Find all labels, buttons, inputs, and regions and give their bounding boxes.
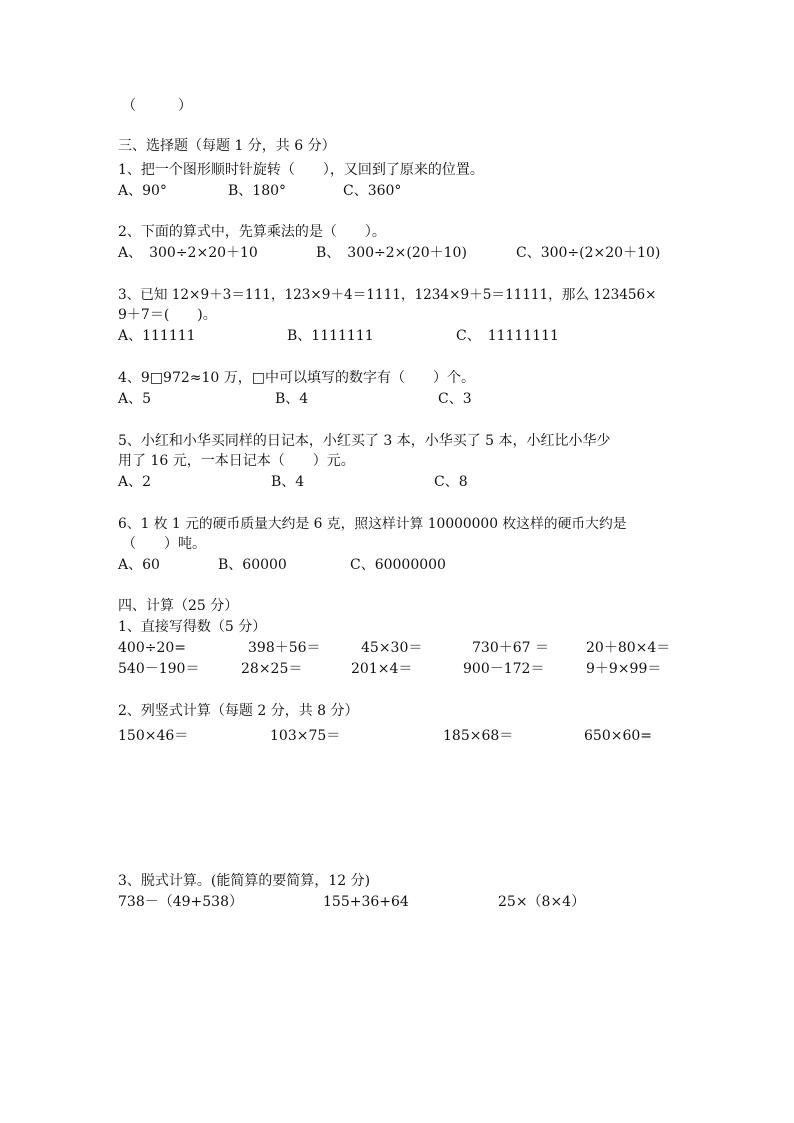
q5-option-b: B、4: [271, 474, 305, 490]
mental-calc-item: 20＋80×4＝: [586, 640, 671, 656]
q5-option-c: C、8: [434, 474, 468, 490]
q5-option-a: A、2: [118, 474, 152, 490]
stepwise-calc-item: 25×（8×4）: [498, 894, 586, 910]
mental-calc-item: 730＋67 ＝: [472, 640, 549, 656]
q5-line2: 用了 16 元，一本日记本（ ）元。: [118, 453, 355, 469]
q3-option-a: A、111111: [118, 328, 196, 344]
q3-line1: 3、已知 12×9＋3＝111，123×9＋4＝1111，1234×9＋5＝11111，那么 123456×: [118, 287, 657, 303]
top-blank: （ ）: [122, 98, 192, 114]
stepwise-calc-item: 738－（49+538）: [118, 894, 243, 910]
section3-title: 三、选择题（每题 1 分，共 6 分）: [118, 138, 336, 154]
vertical-calc-item: 150×46＝: [118, 728, 189, 744]
q6-option-b: B、60000: [218, 557, 287, 573]
q3-option-c: C、 11111111: [456, 328, 559, 344]
q6-option-a: A、60: [118, 557, 160, 573]
mental-calc-item: 540－190＝: [118, 661, 200, 677]
q6-line1: 6、1 枚 1 元的硬币质量大约是 6 克，照这样计算 10000000 枚这样的硬币大约是: [118, 516, 627, 532]
part3-title: 3、脱式计算。(能简算的要简算，12 分): [118, 873, 371, 889]
mental-calc-item: 28×25＝: [241, 661, 303, 677]
q2-option-b: B、 300÷2×(20＋10): [316, 245, 467, 261]
q2-option-c: C、300÷(2×20＋10): [516, 245, 661, 261]
q4-option-a: A、5: [118, 391, 152, 407]
mental-calc-item: 45×30＝: [361, 640, 423, 656]
mental-calc-item: 9＋9×99＝: [586, 661, 662, 677]
vertical-calc-item: 650×60=: [584, 728, 652, 744]
vertical-calc-item: 185×68＝: [443, 728, 514, 744]
mental-calc-item: 398＋56＝: [248, 640, 321, 656]
stepwise-calc-item: 155+36+64: [323, 894, 409, 910]
q4-text: 4、9□972≈10 万，□中可以填写的数字有（ ）个。: [118, 370, 475, 386]
q1-option-a: A、90°: [118, 183, 167, 199]
q1-option-c: C、360°: [343, 183, 402, 199]
q2-text: 2、下面的算式中，先算乘法的是（ ）。: [118, 224, 386, 240]
mental-calc-item: 900－172＝: [463, 661, 545, 677]
q1-option-b: B、180°: [228, 183, 287, 199]
q3-option-b: B、1111111: [287, 328, 374, 344]
mental-calc-item: 201×4＝: [351, 661, 413, 677]
part2-title: 2、列竖式计算（每题 2 分，共 8 分）: [118, 703, 359, 719]
q3-line2: 9＋7＝( )。: [118, 307, 217, 323]
q5-line1: 5、小红和小华买同样的日记本，小红买了 3 本，小华买了 5 本，小红比小华少: [118, 433, 611, 449]
q4-option-c: C、3: [438, 391, 472, 407]
q4-option-b: B、4: [275, 391, 309, 407]
section4-title: 四、计算（25 分）: [118, 598, 239, 614]
mental-calc-item: 400÷20=: [118, 640, 186, 656]
part1-title: 1、直接写得数（5 分）: [118, 619, 267, 635]
q2-option-a: A、 300÷2×20＋10: [118, 245, 258, 261]
q6-option-c: C、60000000: [350, 557, 446, 573]
q6-line2: （ ）吨。: [122, 536, 206, 552]
vertical-calc-item: 103×75＝: [270, 728, 341, 744]
q1-text: 1、把一个图形顺时针旋转（ ），又回到了原来的位置。: [118, 162, 484, 178]
